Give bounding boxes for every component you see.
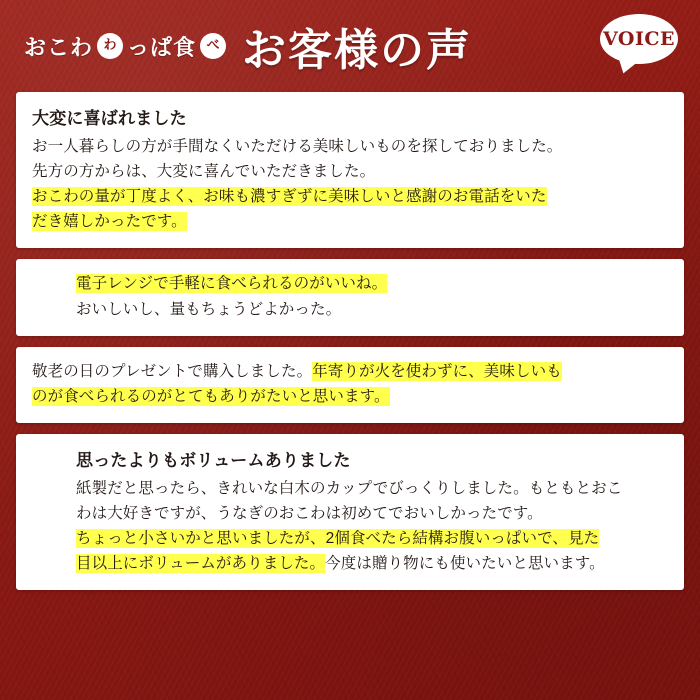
review-text: わは大好きですが、うなぎのおこわは初めてでおいしかったです。 (76, 504, 543, 522)
review-line (76, 501, 668, 526)
voice-badge: VOICE (600, 14, 678, 64)
review-line (76, 297, 668, 322)
review-text-highlighted: 目以上にボリュームがありました。 (76, 555, 326, 573)
review-body (32, 271, 668, 321)
page-title: お客様の声 (242, 25, 473, 76)
review-card (16, 434, 684, 590)
review-list (16, 92, 684, 590)
review-text: お一人暮らしの方が手間なくいただける美味しいものを探しておりました。 (32, 138, 563, 155)
review-text: おいしいし、量もちょうどよかった。 (76, 300, 342, 318)
brand-text-right: っぱ食 (127, 34, 197, 61)
review-body (32, 476, 668, 576)
review-title: 思ったよりもボリュームありました (76, 450, 351, 470)
review-card (16, 347, 684, 423)
brand-badge-wa: わ (97, 33, 123, 59)
review-line (32, 184, 668, 209)
review-line (76, 271, 668, 296)
review-card (16, 259, 684, 335)
review-line (32, 359, 668, 384)
brand-badge-be: べ (200, 33, 226, 59)
review-text-highlighted: おこわの量が丁度よく、お味も濃すぎずに美味しいと感謝のお電話をいた (32, 188, 547, 206)
review-card (16, 92, 684, 248)
page-header (16, 0, 684, 92)
review-text-highlighted: 電子レンジで手軽に食べられるのがいいね。 (76, 275, 388, 293)
review-text: 紙製だと思ったら、きれいな白木のカップでびっくりしました。もともとおこ (76, 479, 623, 497)
review-body (32, 134, 668, 234)
review-line (32, 134, 668, 159)
brand-text-left: おこわ (24, 34, 94, 61)
review-line (32, 384, 668, 409)
review-text-highlighted: 年寄りが火を使わずに、美味しいも (312, 362, 562, 380)
review-line (32, 209, 668, 234)
review-text-highlighted: ちょっと小さいかと思いましたが、2個食べたら結構お腹いっぱいで、見た (76, 530, 600, 548)
review-text: 今度は贈り物にも使いたいと思います。 (325, 555, 605, 573)
review-text-highlighted: だき嬉しかったです。 (32, 213, 187, 231)
review-text: 敬老の日のプレゼントで購入しました。 (32, 362, 313, 380)
review-line (76, 551, 668, 576)
review-text: 先方の方からは、大変に喜んでいただきました。 (32, 163, 376, 181)
review-body (32, 359, 668, 409)
review-line (76, 476, 668, 501)
brand-logo (24, 31, 228, 62)
review-text-highlighted: のが食べられるのがとてもありがたいと思います。 (32, 387, 390, 405)
review-line (32, 159, 668, 184)
review-title: 大変に喜ばれました (32, 109, 187, 128)
review-line (76, 526, 668, 551)
